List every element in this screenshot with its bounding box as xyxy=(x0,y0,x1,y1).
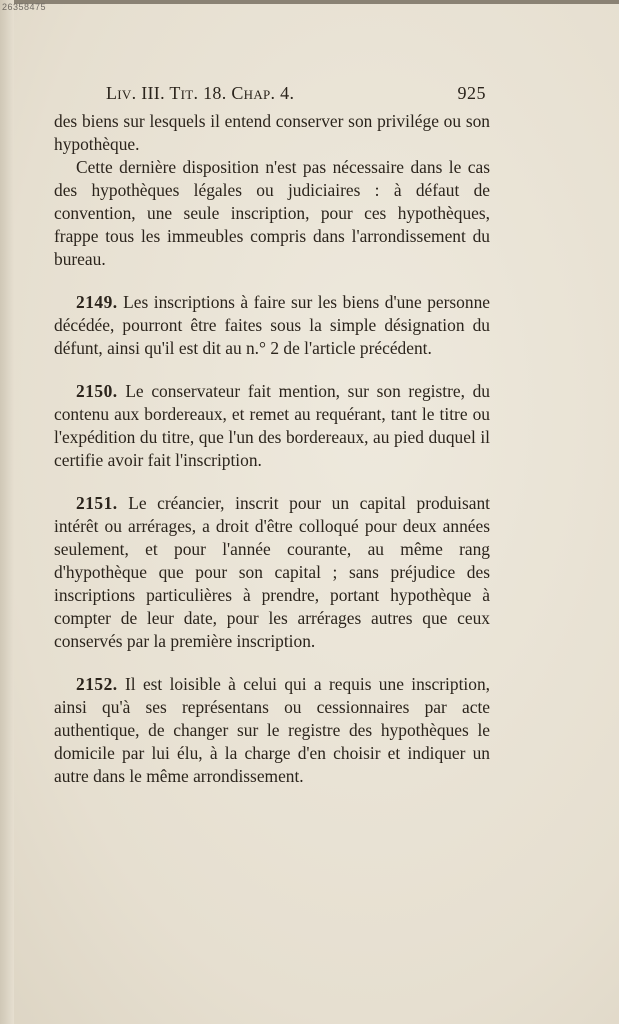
paragraph-continuation xyxy=(54,110,490,156)
page-header xyxy=(54,83,486,107)
body-text xyxy=(54,110,490,788)
paragraph-gap xyxy=(54,271,490,291)
article-text: Le créancier, inscrit pour un capital produisant intérêt ou arrérages, a droit d'être colloqué pour deux années seulement, et pour l'année courante, au même rang d'hypothèque que pour son capital ; sans préjudice des inscriptions particulières à prendre, portant hypothèque à compter de leur date, pour les arrérages autres que ceux conservés par la première inscription. xyxy=(54,493,490,651)
article-text: Il est loisible à celui qui a requis une inscription, ainsi qu'à ses représentans ou cessionnaires par acte authentique, de changer sur le registre des hypothèques le domicile par lui élu, à la charge d'en choisir et indiquer un autre dans le même arrondissement. xyxy=(54,674,490,786)
paragraph-gap xyxy=(54,472,490,492)
paragraph-gap xyxy=(54,360,490,380)
page-number: 925 xyxy=(457,83,486,103)
article-2151 xyxy=(54,492,490,653)
article-number: 2151. xyxy=(76,493,118,513)
article-number: 2152. xyxy=(76,674,118,694)
article-number: 2150. xyxy=(76,381,118,401)
article-2150 xyxy=(54,380,490,472)
library-stamp: 26358475 xyxy=(2,2,47,12)
article-text: Les inscriptions à faire sur les biens d'une personne décédée, pourront être faites sous la simple désignation du défunt, ainsi qu'il est dit au n.° 2 de l'article précédent. xyxy=(54,292,490,358)
paragraph xyxy=(54,156,490,271)
paragraph-text: Cette dernière disposition n'est pas nécessaire dans le cas des hypothèques légales ou judiciaires : à défaut de convention, une seule inscription, pour ces hypothèques, frappe tous les immeubles compris dans l'arrondissement du bureau. xyxy=(54,157,490,269)
article-text: Le conservateur fait mention, sur son registre, du contenu aux bordereaux, et remet au requérant, tant le titre ou l'expédition du titre, que l'un des bordereaux, au pied duquel il certifie avoir fait l'inscription. xyxy=(54,381,490,470)
paragraph-gap xyxy=(54,653,490,673)
article-number: 2149. xyxy=(76,292,118,312)
running-head: Liv. III. Tit. 18. Chap. 4. xyxy=(106,83,295,103)
paragraph-text: des biens sur lesquels il entend conserver son privilége ou son hypothèque. xyxy=(54,111,490,154)
page-gutter xyxy=(0,0,14,1024)
page-top-edge xyxy=(0,0,619,4)
article-2149 xyxy=(54,291,490,360)
article-2152 xyxy=(54,673,490,788)
